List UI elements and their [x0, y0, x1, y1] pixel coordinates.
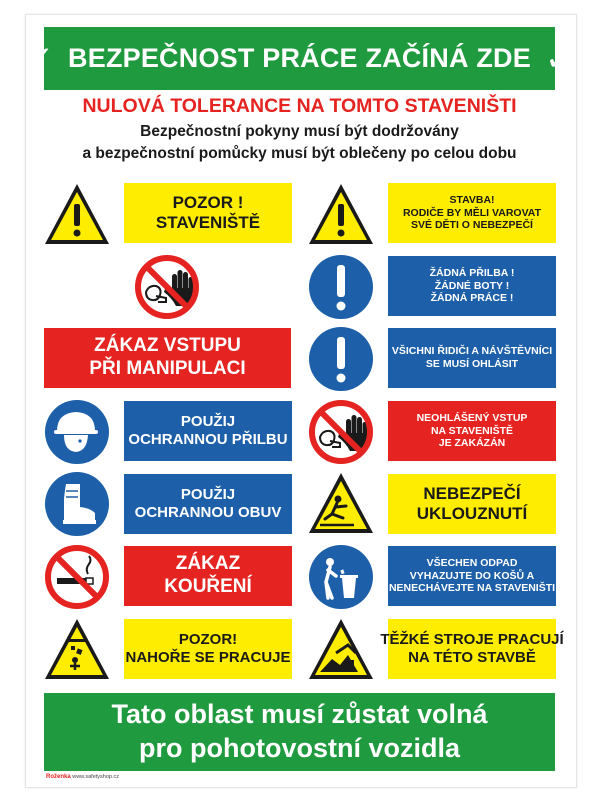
sign-zadna-prilba: ŽÁDNÁ PŘILBA ! ŽÁDNÉ BOTY ! ŽÁDNÁ PRÁCE !: [388, 256, 556, 316]
sign-ochranna-prilba: POUŽIJ OCHRANNOU PŘILBU: [124, 401, 292, 461]
warning-triangle-icon: [42, 180, 112, 250]
hard-hat-icon: [42, 397, 112, 467]
no-smoking-icon: [42, 542, 112, 612]
sign-nahore-se-pracuje: POZOR! NAHOŘE SE PRACUJE: [124, 619, 292, 679]
zero-tolerance-subtitle: NULOVÁ TOLERANCE NA TOMTO STAVENIŠTI: [82, 95, 517, 117]
no-entry-hand-icon: [132, 252, 202, 322]
sign-nebezpeci-uklouznuti: NEBEZPEČÍ UKLOUZNUTÍ: [388, 474, 556, 534]
sign-stavba-rodice: STAVBA! RODIČE BY MĚLI VAROVAT SVÉ DĚTI O NEBEZPEČÍ: [388, 183, 556, 243]
slippery-warning-icon: [306, 469, 376, 539]
no-entry-hand-icon: [306, 397, 376, 467]
mandatory-exclamation-icon: [306, 324, 376, 394]
waste-bin-icon: [306, 542, 376, 612]
footer-url: www.safetyshop.cz: [72, 774, 119, 780]
warning-triangle-icon: [306, 180, 376, 250]
sign-tezke-stroje: TĚŽKÉ STROJE PRACUJÍ NA TÉTO STAVBĚ: [388, 619, 556, 679]
safety-boot-icon: [42, 469, 112, 539]
checkmark-icon: ✓: [544, 38, 574, 79]
sign-odpad-kose: VŠECHEN ODPAD VYHAZUJTE DO KOŠŮ A NENECHÁVEJTE NA STAVENIŠTI: [388, 546, 556, 606]
instruction-line-2: a bezpečnostní pomůcky musí být oblečeny po celou dobu: [82, 145, 517, 162]
heavy-machinery-warning-icon: [306, 615, 376, 685]
sign-neohlaseny-vstup: NEOHLÁŠENÝ VSTUP NA STAVENIŠTĚ JE ZAKÁZÁN: [388, 401, 556, 461]
mandatory-exclamation-icon: [306, 252, 376, 322]
overhead-work-warning-icon: [42, 615, 112, 685]
sign-zakaz-koureni: ZÁKAZ KOUŘENÍ: [124, 546, 292, 606]
emergency-access-banner: Tato oblast musí zůstat volná pro pohotovostní vozidla: [44, 693, 555, 771]
instruction-line-1: Bezpečnostní pokyny musí být dodržovány: [140, 123, 459, 140]
checkmark-icon: ✓: [25, 38, 55, 79]
header-banner: [25, 27, 574, 90]
footer-credit: [46, 774, 119, 780]
sign-pozor-staveniste: POZOR ! STAVENIŠTĚ: [124, 183, 292, 243]
sign-zakaz-vstupu: ZÁKAZ VSTUPU PŘI MANIPULACI: [44, 328, 291, 388]
sign-title: BEZPEČNOST PRÁCE ZAČÍNÁ ZDE: [68, 43, 531, 73]
sign-ridici-navstevnici: VŠICHNI ŘIDIČI A NÁVŠTĚVNÍCI SE MUSÍ OHLÁSIT: [388, 328, 556, 388]
brand-logo: Roženka: [46, 774, 71, 780]
sign-ochranna-obuv: POUŽIJ OCHRANNOU OBUV: [124, 474, 292, 534]
